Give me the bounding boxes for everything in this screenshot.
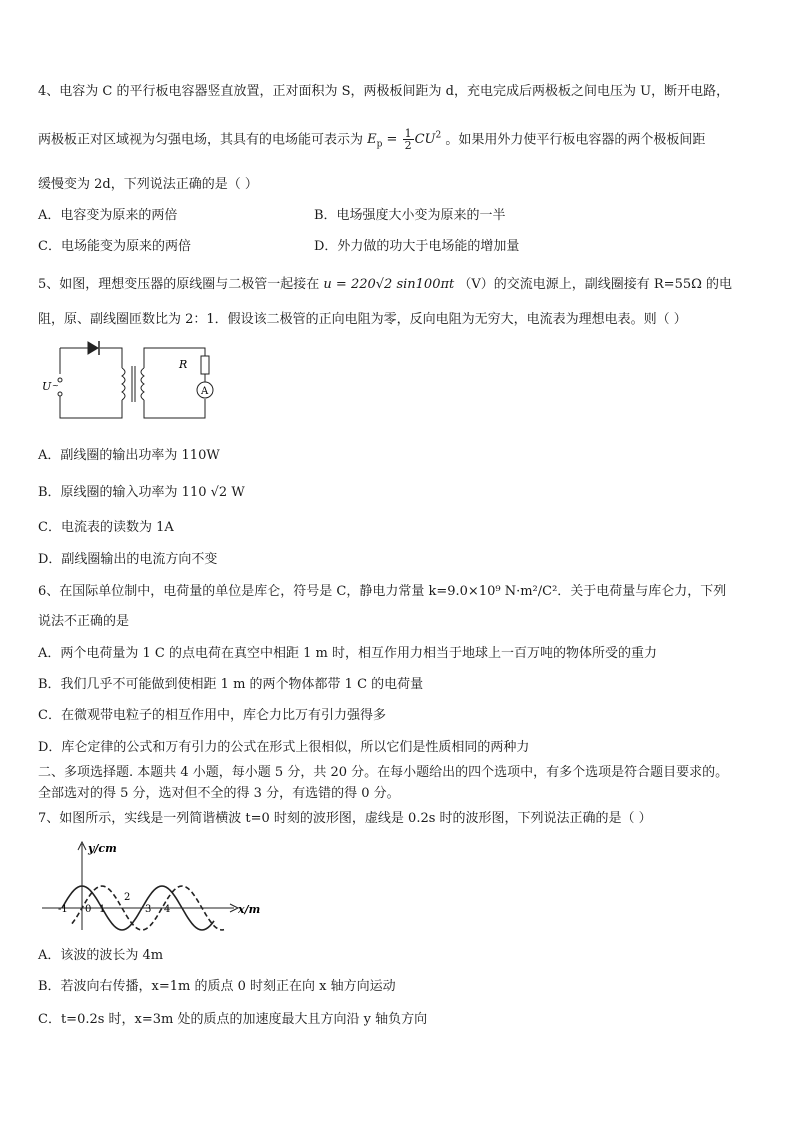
q6-option-c[interactable]: C．在微观带电粒子的相互作用中，库仑力比万有引力强得多 (38, 708, 386, 723)
q5-circuit-diagram (40, 338, 220, 426)
circuit-label-r: R (179, 358, 188, 371)
tick-0: 0 (85, 904, 92, 915)
tick-4: 4 (164, 904, 171, 915)
q5-stem-line1-post: （V）的交流电源上，副线圈接有 R=55Ω 的电 (458, 277, 733, 292)
q4-energy-formula (367, 127, 445, 153)
q6-stem-line2: 说法不正确的是 (38, 614, 130, 629)
ac-symbol-icon: ~ (52, 381, 59, 390)
q7-option-c[interactable]: C．t=0.2s 时，x=3m 处的质点的加速度最大且方向沿 y 轴负方向 (38, 1012, 428, 1027)
y-axis-label: y/cm (88, 842, 117, 855)
q4-option-c[interactable]: C．电场能变为原来的两倍 (38, 239, 191, 254)
q7-stem-line1: 7、如图所示，实线是一列简谐横波 t=0 时刻的波形图，虚线是 0.2s 时的波形图，下列说法正确的是（ ） (38, 811, 652, 826)
q6-option-a[interactable]: A．两个电荷量为 1 C 的点电荷在真空中相距 1 m 时，相互作用力相当于地球上一百万吨的物体所受的重力 (38, 646, 657, 661)
q7-option-b[interactable]: B．若波向右传播，x=1m 的质点 0 时刻正在向 x 轴方向运动 (38, 979, 396, 994)
formula-sup: 2 (435, 131, 442, 141)
section2-line2: 全部选对的得 5 分，选对但不全的得 3 分，有选错的得 0 分。 (38, 786, 400, 801)
tick-1: 1 (99, 904, 106, 915)
formula-eq: = (382, 132, 402, 148)
circuit-label-a: A (201, 386, 209, 397)
tick-neg1: -1 (58, 904, 68, 915)
q5-stem-line1-pre: 5、如图，理想变压器的原线圈与二极管一起接在 (38, 277, 320, 292)
circuit-label-u: U (42, 380, 52, 393)
q7-option-a[interactable]: A．该波的波长为 4m (38, 948, 164, 963)
x-axis-label: x/m (238, 903, 261, 916)
q5-stem-line1 (38, 277, 732, 293)
tick-2: 2 (124, 892, 131, 903)
section2-line1: 二、多项选择题. 本题共 4 小题，每小题 5 分，共 20 分。在每小题给出的四个选项中，有多个选项是符合题目要求的。 (38, 765, 729, 780)
q5-option-c[interactable]: C．电流表的读数为 1A (38, 520, 174, 535)
tick-3: 3 (145, 904, 152, 915)
formula-sub: p (376, 139, 383, 150)
q7-wave-graph (38, 838, 268, 934)
fraction-numerator: 1 (404, 127, 412, 141)
q4-stem-line1: 4、电容为 C 的平行板电容器竖直放置，正对面积为 S，两极板间距为 d，充电完成后两极板之间电压为 U，断开电路， (38, 84, 730, 99)
q4-stem-line3: 缓慢变为 2d，下列说法正确的是（ ） (38, 177, 258, 192)
q6-stem-line1: 6、在国际单位制中，电荷量的单位是库仑，符号是 C，静电力常量 k=9.0×10⁹ N·m²/C²．关于电荷量与库仑力，下列 (38, 584, 727, 599)
q5-option-d[interactable]: D．副线圈输出的电流方向不变 (38, 552, 218, 567)
q6-option-b[interactable]: B．我们几乎不可能做到使相距 1 m 的两个物体都带 1 C 的电荷量 (38, 677, 424, 692)
formula-rhs: CU (414, 132, 436, 148)
q4-stem-line2-post: 。如果用外力使平行板电容器的两个极板间距 (445, 132, 706, 148)
formula-lhs: E (367, 132, 377, 148)
q4-stem-line2 (38, 128, 705, 153)
q6-option-d[interactable]: D．库仑定律的公式和万有引力的公式在形式上很相似，所以它们是性质相同的两种力 (38, 740, 530, 755)
q4-option-d[interactable]: D．外力做的功大于电场能的增加量 (314, 239, 520, 254)
q5-stem-line2: 阻，原、副线圈匝数比为 2：1．假设该二极管的正向电阻为零，反向电阻为无穷大，电流表为理想电表。则（ ） (38, 312, 687, 327)
q4-stem-line2-pre: 两极板正对区域视为匀强电场，其具有的电场能可表示为 (38, 132, 364, 148)
q4-option-b[interactable]: B．电场强度大小变为原来的一半 (314, 208, 506, 223)
formula-fraction (403, 128, 414, 151)
q5-option-b[interactable]: B．原线圈的输入功率为 110 √2 W (38, 485, 245, 500)
q5-source-formula: u = 220√2 sin100πt (323, 277, 455, 292)
q5-option-a[interactable]: A．副线圈的输出功率为 110W (38, 448, 220, 463)
fraction-denominator: 2 (404, 139, 412, 153)
q4-option-a[interactable]: A．电容变为原来的两倍 (38, 208, 178, 223)
